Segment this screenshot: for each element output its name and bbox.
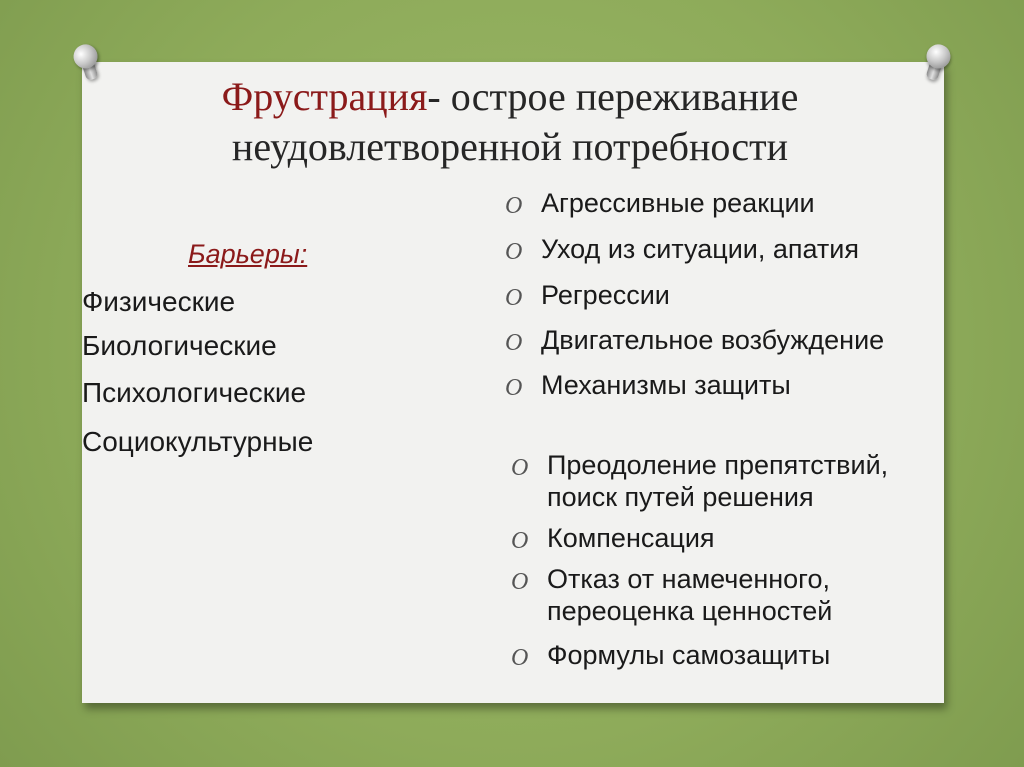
title-rest: - острое переживание xyxy=(427,74,799,119)
barrier-item: Физические xyxy=(82,286,236,317)
coping-item: O Преодоление препятствий, поиск путей решения xyxy=(511,450,889,512)
slide-title xyxy=(100,72,920,172)
bullet-marker-icon: O xyxy=(511,645,529,671)
reaction-item: O Двигательное возбуждение xyxy=(541,324,884,356)
bullet-marker-icon: O xyxy=(511,528,529,554)
bullet-marker-icon: O xyxy=(511,569,529,595)
barriers-heading: Барьеры: xyxy=(188,239,308,269)
bullet-marker-icon: O xyxy=(505,285,523,311)
coping-item: O Компенсация xyxy=(547,522,715,554)
coping-item: O Формулы самозащиты xyxy=(547,639,830,671)
reaction-item: O Механизмы защиты xyxy=(541,369,791,401)
bullet-marker-icon: O xyxy=(505,330,523,356)
reaction-item: O Регрессии xyxy=(541,279,670,311)
bullet-marker-icon: O xyxy=(511,455,529,481)
bullet-marker-icon: O xyxy=(505,239,523,265)
barrier-item: Биологические xyxy=(82,330,277,361)
bullet-marker-icon: O xyxy=(505,193,523,219)
coping-item: O Отказ от намеченного, переоценка ценностей xyxy=(511,564,833,626)
title-line2: неудовлетворенной потребности xyxy=(231,124,789,169)
reaction-item: O Уход из ситуации, апатия xyxy=(541,233,859,265)
pushpin-icon xyxy=(916,40,957,87)
reaction-item: O Агрессивные реакции xyxy=(541,187,815,219)
bullet-marker-icon: O xyxy=(505,375,523,401)
barrier-item: Психологические xyxy=(82,377,307,408)
barrier-item: Социокультурные xyxy=(82,426,314,457)
title-accent: Фрустрация xyxy=(221,74,428,119)
